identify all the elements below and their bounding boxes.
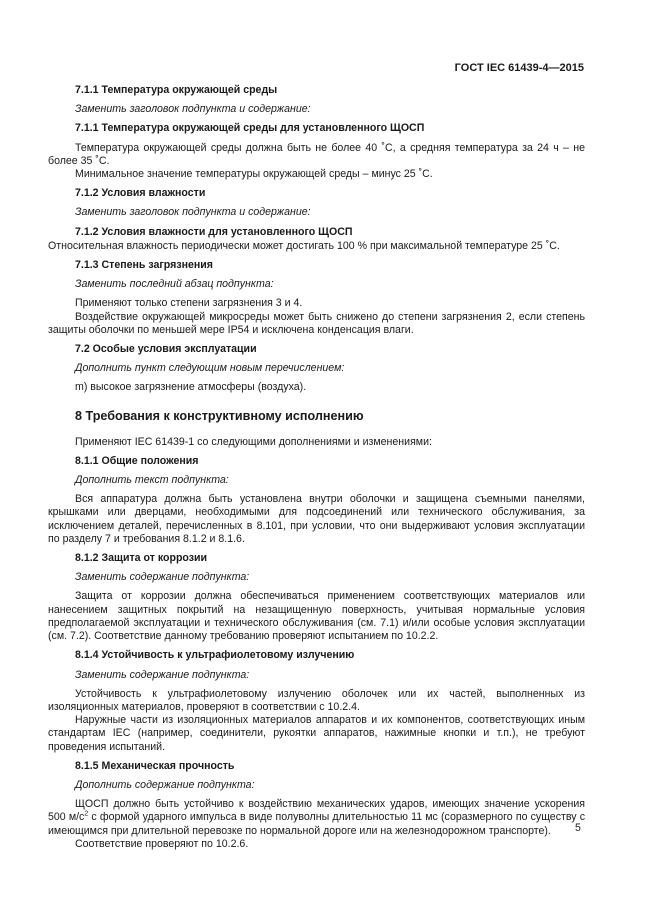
subsection-heading-8-1-4: 8.1.4 Устойчивость к ультрафиолетовому излучению — [75, 649, 355, 662]
amendment-note: Заменить заголовок подпункта и содержание: — [75, 206, 311, 219]
page-content — [48, 84, 585, 851]
amendment-note: Дополнить содержание подпункта: — [75, 778, 255, 791]
paragraph: Минимальное значение температуры окружающей среды – минус 25 ˚С. — [75, 168, 433, 181]
subsection-heading-8-1-2: 8.1.2 Защита от коррозии — [75, 552, 208, 565]
subsection-heading-7-1-2: 7.1.2 Условия влажности — [75, 187, 206, 200]
amendment-note: Дополнить пункт следующим новым перечислением: — [75, 362, 345, 375]
document-header: ГОСТ IEC 61439-4—2015 — [454, 62, 584, 74]
paragraph: Защита от коррозии должна обеспечиваться применением соответствующих материалов или нанесением защитных покрытий на незащищенную поверхность, учитывая нормальные условия предполагаемой эксплуатации и технического обслуживания (см. 7.1) и/или особые условия эксплуатации (см. 7.2). Соответствие данному требованию проверяют испытанием по 10.2.2. — [48, 590, 585, 643]
amendment-note: Дополнить текст подпункта: — [75, 474, 229, 487]
subsection-heading-8-1-5: 8.1.5 Механическая прочность — [75, 759, 235, 772]
new-heading-7-1-1: 7.1.1 Температура окружающей среды для установленного ЩОСП — [75, 122, 425, 135]
paragraph — [48, 798, 585, 838]
subsection-heading-7-1-3: 7.1.3 Степень загрязнения — [75, 259, 213, 272]
paragraph: Температура окружающей среды должна быть не более 40 ˚С, а средняя температура за 24 ч – не более 35 ˚С. — [48, 141, 585, 167]
list-item: m) высокое загрязнение атмосферы (воздуха). — [75, 381, 307, 394]
paragraph: Устойчивость к ультрафиолетовому излучению оболочек или их частей, выполненных из изоляционных материалов, проверяют в соответствии с 10.2.4. — [48, 687, 585, 713]
paragraph: Воздействие окружающей микросреды может быть снижено до степени загрязнения 2, если степень защиты оболочки по меньшей мере IP54 и исключена конденсация влаги. — [48, 310, 585, 336]
superscript: 2 — [84, 810, 89, 818]
amendment-note: Заменить заголовок подпункта и содержание: — [75, 103, 311, 116]
text-run: ЩОСП должно быть устойчиво к воздействию механических ударов, имеющих значение ускорения 500 м/с — [48, 798, 585, 824]
paragraph: Наружные части из изоляционных материалов аппаратов и их компонентов, соответствующих иным стандартам IEC (например, соединители, рукоятки аппаратов, нажимные кнопки и т.п.), не требуют проведения испытаний. — [48, 714, 585, 753]
new-heading-7-1-2: 7.1.2 Условия влажности для установленного ЩОСП — [75, 225, 353, 238]
section-heading-8: 8 Требования к конструктивному исполнению — [75, 408, 364, 423]
paragraph: Применяют IEC 61439-1 со следующими дополнениями и изменениями: — [75, 435, 432, 448]
section-heading-7-2: 7.2 Особые условия эксплуатации — [75, 343, 257, 356]
paragraph: Соответствие проверяют по 10.2.6. — [75, 837, 249, 850]
page-number: 5 — [575, 822, 581, 834]
paragraph: Относительная влажность периодически может достигать 100 % при максимальной температуре 25 ˚С. — [48, 239, 560, 252]
amendment-note: Заменить последний абзац подпункта: — [75, 278, 274, 291]
paragraph: Применяют только степени загрязнения 3 и 4. — [75, 297, 303, 310]
text-run: с формой ударного импульса в виде полуволны длительностью 11 мс (соразмерного по существу с имеющимся при длительной перевозке по нормальной дороге или на железнодорожном транспорте). — [48, 811, 585, 837]
paragraph: Вся аппаратура должна быть установлена внутри оболочки и защищена съемными панелями, крышками или дверцами, необходимыми для подсоединений или технического обслуживания, за исключением деталей, перечисленных в 8.101, при условии, что они выдерживают условия эксплуатации по разделу 7 и требования 8.1.2 и 8.1.6. — [48, 493, 585, 545]
amendment-note: Заменить содержание подпункта: — [75, 668, 250, 681]
subsection-heading-7-1-1: 7.1.1 Температура окружающей среды — [75, 84, 278, 96]
subsection-heading-8-1-1: 8.1.1 Общие положения — [75, 454, 199, 467]
amendment-note: Заменить содержание подпункта: — [75, 571, 250, 584]
